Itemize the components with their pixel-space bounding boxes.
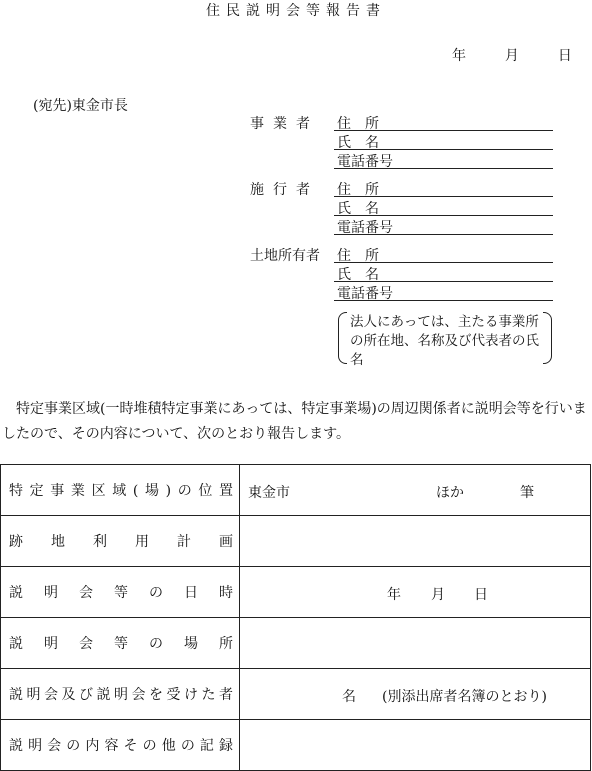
entry-line[interactable] — [334, 281, 553, 282]
entry-line[interactable] — [334, 168, 553, 169]
entry-line[interactable] — [334, 300, 553, 301]
intro-paragraph: 特定事業区域(一時堆積特定事業にあっては、特定事業場)の周辺関係者に説明会等を行いましたので、その内容について、次のとおり報告します。 — [2, 401, 587, 442]
location-value-cell[interactable] — [240, 465, 591, 516]
field-address: 住 所 — [337, 116, 379, 132]
table-row — [1, 465, 591, 516]
row-label: 跡地利用計画 — [1, 516, 240, 567]
table-row — [1, 567, 591, 618]
field-phone: 電話番号 — [337, 286, 393, 302]
field-name: 氏 名 — [337, 135, 379, 151]
addressee: (宛先)東金市長 — [33, 98, 128, 114]
party-label-business-operator: 事業者 — [250, 116, 319, 132]
field-phone: 電話番号 — [337, 220, 393, 236]
party-label-contractor: 施行者 — [250, 182, 319, 198]
report-date — [452, 45, 572, 65]
record-value-cell[interactable] — [240, 720, 591, 771]
left-bracket — [338, 312, 347, 364]
entry-line[interactable] — [334, 149, 553, 150]
date-year: 年 — [452, 48, 466, 64]
row-label: 説明会等の日時 — [1, 567, 240, 618]
table-row — [1, 618, 591, 669]
city-text: 東金市 — [248, 485, 290, 501]
hitsu-text: 筆 — [520, 485, 534, 501]
dt-year: 年 — [387, 587, 401, 603]
corporation-note-text: 法人にあっては、主たる事業所の所在地、名称及び代表者の氏名 — [350, 314, 539, 368]
date-month: 月 — [504, 48, 519, 64]
entry-line[interactable] — [334, 130, 553, 131]
venue-value-cell[interactable] — [240, 618, 591, 669]
right-bracket — [543, 312, 552, 364]
row-label: 説明会及び説明会を受けた者 — [1, 669, 240, 720]
field-name: 氏 名 — [337, 201, 379, 217]
entry-line[interactable] — [334, 196, 553, 197]
dt-day: 日 — [474, 587, 488, 603]
attendees-value-cell[interactable] — [240, 669, 591, 720]
attendee-count-unit: 名 — [342, 689, 356, 705]
corporation-note — [338, 310, 552, 366]
entry-line[interactable] — [334, 262, 553, 263]
row-label: 説明会の内容その他の記録 — [1, 720, 240, 771]
table-row — [1, 720, 591, 771]
party-label-landowner: 土地所有者 — [250, 248, 320, 264]
hoka-text: ほか — [436, 485, 464, 501]
date-day: 日 — [557, 48, 572, 64]
field-phone: 電話番号 — [337, 154, 393, 170]
table-row — [1, 516, 591, 567]
row-label: 特定事業区域(場)の位置 — [1, 465, 240, 516]
field-address: 住 所 — [337, 248, 379, 264]
field-address: 住 所 — [337, 182, 379, 198]
field-name: 氏 名 — [337, 267, 379, 283]
entry-line[interactable] — [334, 215, 553, 216]
row-label: 説明会等の場所 — [1, 618, 240, 669]
entry-line[interactable] — [334, 234, 553, 235]
datetime-value-cell[interactable] — [240, 567, 591, 618]
attendee-list-note: (別添出席者名簿のとおり) — [382, 689, 547, 705]
dt-month: 月 — [431, 587, 445, 603]
document-title: 住民説明会等報告書 — [206, 3, 386, 19]
report-table — [0, 464, 591, 771]
table-row — [1, 669, 591, 720]
land-use-plan-cell[interactable] — [240, 516, 591, 567]
